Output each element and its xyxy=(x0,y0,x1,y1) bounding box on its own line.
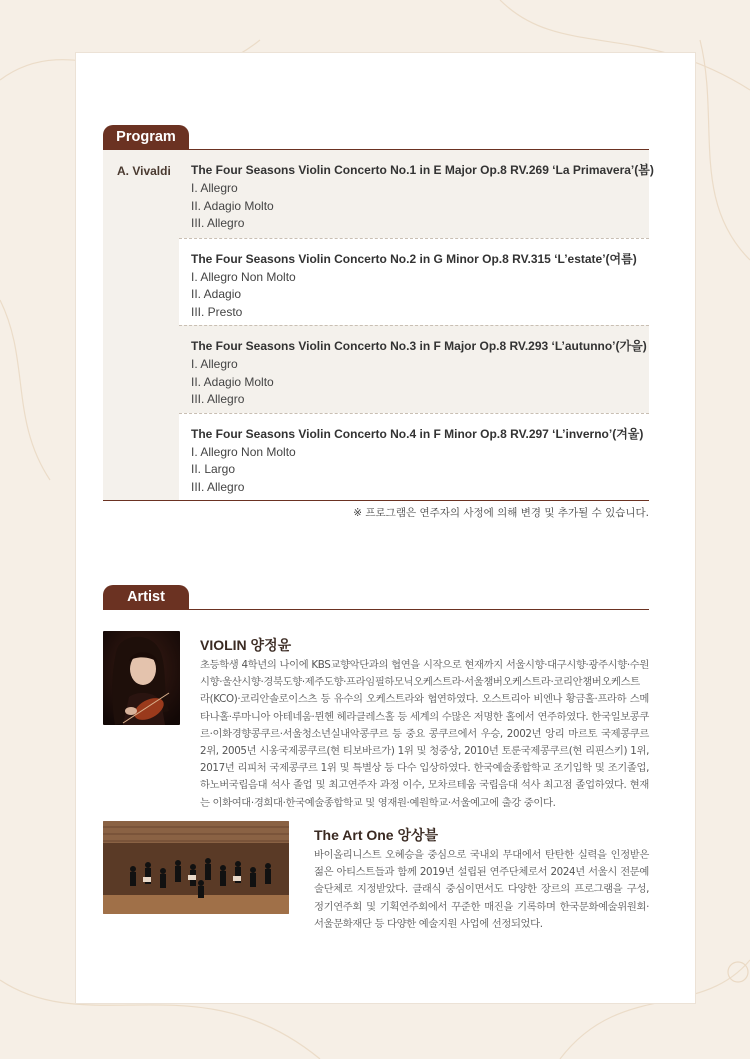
artist-section xyxy=(103,585,649,930)
work-title: The Four Seasons Violin Concerto No.1 in E Major Op.8 RV.269 ‘La Primavera’(봄) xyxy=(191,163,654,177)
movement: III. Presto xyxy=(191,304,243,319)
artist-tab: Artist xyxy=(103,585,189,609)
movement: II. Adagio Molto xyxy=(191,374,274,389)
movement: I. Allegro Non Molto xyxy=(191,269,296,284)
content-card xyxy=(75,52,696,1004)
program-section xyxy=(103,125,654,519)
program-bottom-rule xyxy=(103,500,649,501)
movement: II. Adagio Molto xyxy=(191,198,274,213)
work-title: The Four Seasons Violin Concerto No.3 in F Major Op.8 RV.293 ‘L’autunno’(가을) xyxy=(191,339,647,353)
work-item xyxy=(179,413,649,501)
artist-name: VIOLIN 양정윤 xyxy=(200,637,292,653)
movement: II. Adagio xyxy=(191,287,242,301)
artist-rule xyxy=(103,609,649,610)
movement: III. Allegro xyxy=(191,392,245,406)
work-item xyxy=(179,238,649,326)
ensemble-photo xyxy=(103,821,289,914)
work-title: The Four Seasons Violin Concerto No.2 in G Minor Op.8 RV.315 ‘L’estate’(여름) xyxy=(191,251,637,266)
works-list xyxy=(179,150,654,500)
work-item xyxy=(179,325,649,413)
composer-column xyxy=(103,150,179,500)
movement: III. Allegro xyxy=(191,479,245,494)
program-tab: Program xyxy=(103,125,189,149)
violinist-photo xyxy=(103,631,180,725)
artist-bio: 바이올리니스트 오혜승을 중심으로 국내외 무대에서 탄탄한 실력을 인정받은 젊은 아티스트들과 함께 2019년 설립된 연주단체로서 2024년 서울시 전문예술단체로 지정받았다. 클래식 중심이면서도 다양한 장르의 프로그램을 구성, 정기연주회 및 기획연주회에서 꾸준한 매진을 기록하며 한국문화예술위원회·서울문화재단 등 다양한 예술지원 사업에 선정되었다. xyxy=(314,849,649,930)
movement: I. Allegro xyxy=(191,357,238,371)
movement: I. Allegro Non Molto xyxy=(191,444,296,459)
program-note: ※ 프로그램은 연주자의 사정에 의해 변경 및 추가될 수 있습니다. xyxy=(353,507,649,519)
work-item xyxy=(179,150,654,238)
artist-name: The Art One 앙상블 xyxy=(314,827,439,843)
work-title: The Four Seasons Violin Concerto No.4 in F Minor Op.8 RV.297 ‘L’inverno’(겨울) xyxy=(191,426,644,441)
movement: I. Allegro xyxy=(191,181,238,195)
composer-name: A. Vivaldi xyxy=(117,164,171,178)
movement: II. Largo xyxy=(191,462,236,476)
artist-bio: 초등학생 4학년의 나이에 KBS교향악단과의 협연을 시작으로 현재까지 서울시향·대구시향·광주시향·수원시향·울산시향·경북도향·제주도향·프라임필하모닉오케스트라·서울챔버오케스트라·코리안챔버오케스트라(KCO)·코리안솔로이스츠 등 유수의 오케스트라와 협연하였다. 오스트리아 비엔나 황금홀·프라하 스메타나홀·루마니아 아테네움·뮌헨 헤라클레스홀 등 세계의 수많은 저명한 홀에서 연주하였다. 한국일보콩쿠르·이화경향콩쿠르·서울청소년실내악콩쿠르 등 중요 콩쿠르에서 우승, 2002년 앙리 마르토 국제콩쿠르 2위, 2005년 시옹국제콩쿠르(현 티보바르가) 1위 및 청중상, 2010년 토룬국제콩쿠르(현 리핀스키) 1위, 2017년 리피처 국제콩쿠르 1위 및 특별상 등 다수 입상하였다. 한국예술종합학교 조기입학 및 조기졸업, 하노버국립음대 석사 졸업 및 최고연주자 과정 이수, 모차르테움 국립음대 석사 최고점 졸업하였다. 현재는 이화여대·경희대·한국예술종합학교 및 영재원·예원학교·서울예고에 출강 중이다. xyxy=(200,659,649,809)
movement: III. Allegro xyxy=(191,216,245,230)
